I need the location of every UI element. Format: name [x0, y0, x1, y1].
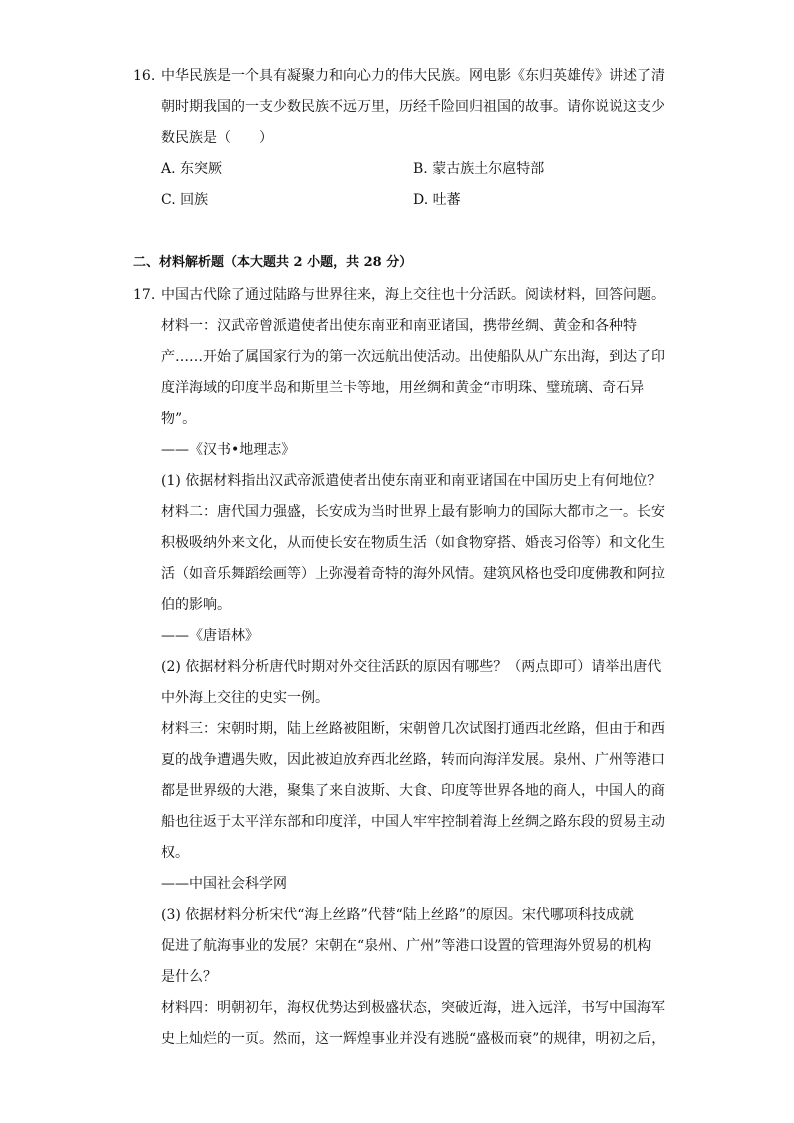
- material-3-line-3: 都是世界级的大港，聚集了来自波斯、大食、印度等世界各地的商人，中国人的商: [161, 783, 665, 799]
- material-1-line-4: 物”。: [161, 411, 197, 427]
- sub-question-1: (1) 依据材料指出汉武帝派遣使者出使东南亚和南亚诸国在中国历史上有何地位？: [161, 473, 662, 489]
- material-3-line-5: 权。: [161, 845, 189, 861]
- option-c: C. 回族: [161, 192, 209, 208]
- material-1-line-2: 产……开始了属国家行为的第一次远航出使活动。出使船队从广东出海，到达了印: [161, 349, 665, 365]
- section-heading: 二、材料解析题（本大题共 2 小题，共 28 分）: [133, 255, 413, 270]
- question-17-intro: 中国古代除了通过陆路与世界往来，海上交往也十分活跃。阅读材料，回答问题。: [161, 287, 665, 303]
- sub-question-3-line-2: 促进了航海事业的发展？宋朝在“泉州、广州”等港口设置的管理海外贸易的机构: [161, 938, 652, 954]
- material-2-line-2: 积极吸纳外来文化，从而使长安在物质生活（如食物穿搭、婚丧习俗等）和文化生: [161, 535, 665, 551]
- material-1-line-3: 度洋海域的印度半岛和斯里兰卡等地，用丝绸和黄金“市明珠、璧琉璃、奇石异: [161, 380, 645, 396]
- material-2-line-3: 活（如音乐舞蹈绘画等）上弥漫着奇特的海外风情。建筑风格也受印度佛教和阿拉: [161, 566, 665, 582]
- sub-question-2-line-1: (2) 依据材料分析唐代时期对外交往活跃的原因有哪些？（两点即可）请举出唐代: [161, 659, 662, 675]
- material-1-source: ——《汉书•地理志》: [161, 442, 296, 458]
- question-16-number: 16.: [133, 68, 156, 84]
- question-16-stem-line-2: 朝时期我国的一支少数民族不远万里，历经千险回归祖国的故事。请你说说这支少: [161, 99, 665, 115]
- material-3-line-2: 夏的战争遭遇失败，因此被迫放弃西北丝路，转而向海洋发展。泉州、广州等港口: [161, 752, 665, 768]
- material-4-line-2: 史上灿烂的一页。然而，这一辉煌事业并没有逃脱“盛极而衰”的规律，明初之后，: [161, 1031, 666, 1047]
- material-3-line-4: 船也往返于太平洋东部和印度洋，中国人牢牢控制着海上丝绸之路东段的贸易主动: [161, 814, 665, 830]
- material-1-line-1: 材料一：汉武帝曾派遣使者出使东南亚和南亚诸国，携带丝绸、黄金和各种特: [161, 318, 637, 334]
- sub-question-2-line-2: 中外海上交往的史实一例。: [161, 690, 329, 706]
- question-17-number: 17.: [133, 287, 156, 303]
- sub-question-3-line-3: 是什么？: [161, 969, 217, 985]
- option-b: B. 蒙古族土尔扈特部: [413, 161, 545, 177]
- material-3-source: ——中国社会科学网: [161, 876, 287, 892]
- material-2-line-1: 材料二：唐代国力强盛，长安成为当时世界上最有影响力的国际大都市之一。长安: [161, 504, 665, 520]
- sub-question-3-line-1: (3) 依据材料分析宋代“海上丝路”代替“陆上丝路”的原因。宋代哪项科技成就: [161, 907, 634, 923]
- material-2-source: ——《唐语林》: [161, 628, 259, 644]
- option-a: A. 东突厥: [161, 161, 223, 177]
- question-16-stem-line-3: 数民族是（ ）: [161, 130, 273, 146]
- material-4-line-1: 材料四：明朝初年，海权优势达到极盛状态，突破近海，进入远洋，书写中国海军: [161, 1000, 665, 1016]
- question-16-stem-line-1: 中华民族是一个具有凝聚力和向心力的伟大民族。网电影《东归英雄传》讲述了清: [161, 68, 665, 84]
- material-3-line-1: 材料三：宋朝时期，陆上丝路被阻断，宋朝曾几次试图打通西北丝路，但由于和西: [161, 721, 665, 737]
- option-d: D. 吐蕃: [413, 192, 461, 208]
- material-2-line-4: 伯的影响。: [161, 597, 231, 613]
